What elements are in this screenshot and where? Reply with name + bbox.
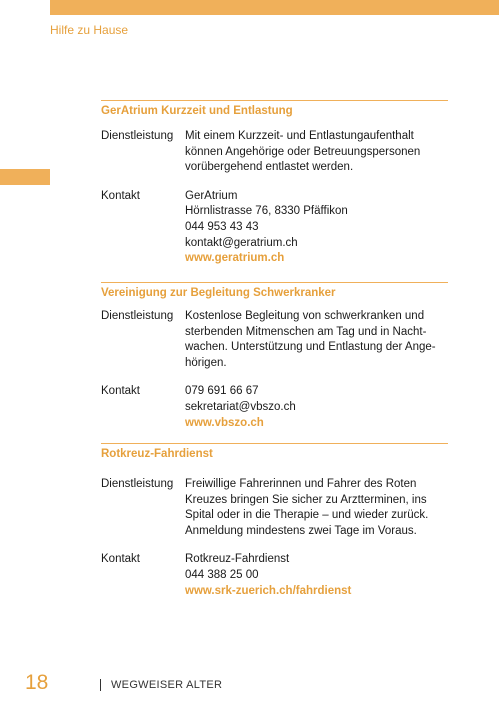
side-accent-tab <box>0 169 50 185</box>
service-label: Dienstleistung <box>101 130 174 142</box>
entry-rotkreuz-fahrdienst <box>101 443 448 599</box>
website-link[interactable]: www.srk-zuerich.ch/fahrdienst <box>185 584 352 597</box>
contact-details <box>185 384 448 431</box>
website-link[interactable]: www.geratrium.ch <box>185 252 285 265</box>
footer-separator <box>100 679 101 691</box>
entry-vbszo <box>101 282 448 431</box>
contact-label: Kontakt <box>101 553 140 566</box>
page-number: 18 <box>25 671 49 694</box>
section-header: Hilfe zu Hause <box>50 23 129 37</box>
entry-title: GerAtrium Kurzzeit und Entlastung <box>101 105 293 117</box>
entry-title: Vereinigung zur Begleitung Schwerkranker <box>101 287 336 299</box>
contact-email: kontakt@geratrium.ch <box>185 236 298 249</box>
contact-phone: 044 388 25 00 <box>185 568 259 581</box>
service-line: Spital oder in die Therapie – und wieder zurück. <box>185 509 429 522</box>
contact-label: Kontakt <box>101 189 140 202</box>
entry-geratrium <box>101 100 448 267</box>
contact-phone: 079 691 66 67 <box>185 385 259 398</box>
contact-row <box>101 189 448 267</box>
service-description <box>185 477 448 539</box>
service-line: sterbenden Mitmenschen am Tag und in Nacht- <box>185 325 427 338</box>
service-row <box>101 129 448 176</box>
contact-line: Hörnlistrasse 76, 8330 Pfäffikon <box>185 205 348 218</box>
contact-line: 044 953 43 43 <box>185 220 259 233</box>
contact-details <box>185 189 448 267</box>
service-label: Dienstleistung <box>101 310 174 322</box>
service-row <box>101 477 448 539</box>
service-line: wachen. Unterstützung und Entlastung der Ange- <box>185 341 436 354</box>
entry-divider <box>101 100 448 101</box>
contact-row <box>101 552 448 599</box>
top-accent-bar <box>50 0 499 15</box>
service-row <box>101 309 448 371</box>
service-line: Mit einem Kurzzeit- und Entlastungaufenthalt <box>185 130 414 142</box>
contact-email: sekretariat@vbszo.ch <box>185 400 296 413</box>
contact-details <box>185 552 448 599</box>
contact-line: Rotkreuz-Fahrdienst <box>185 553 290 566</box>
service-line: hörigen. <box>185 356 227 369</box>
contact-line: GerAtrium <box>185 189 238 202</box>
service-line: Kostenlose Begleitung von schwerkranken und <box>185 310 425 322</box>
entry-title: Rotkreuz-Fahrdienst <box>101 448 213 460</box>
service-line: Kreuzes bringen Sie sicher zu Arztterminen, ins <box>185 493 427 506</box>
service-line: vorübergehend entlastet werden. <box>185 161 354 174</box>
service-description <box>185 129 448 176</box>
contact-row <box>101 384 448 431</box>
website-link[interactable]: www.vbszo.ch <box>185 416 264 429</box>
footer-title: WEGWEISER ALTER <box>111 679 223 691</box>
contact-label: Kontakt <box>101 385 140 398</box>
service-line: Anmeldung mindestens zwei Tage im Voraus. <box>185 524 417 537</box>
service-line: können Angehörige oder Betreuungspersonen <box>185 145 421 158</box>
entry-divider <box>101 282 448 283</box>
service-label: Dienstleistung <box>101 478 174 490</box>
service-description <box>185 309 448 371</box>
service-line: Freiwillige Fahrerinnen und Fahrer des Roten <box>185 478 417 490</box>
entry-divider <box>101 443 448 444</box>
